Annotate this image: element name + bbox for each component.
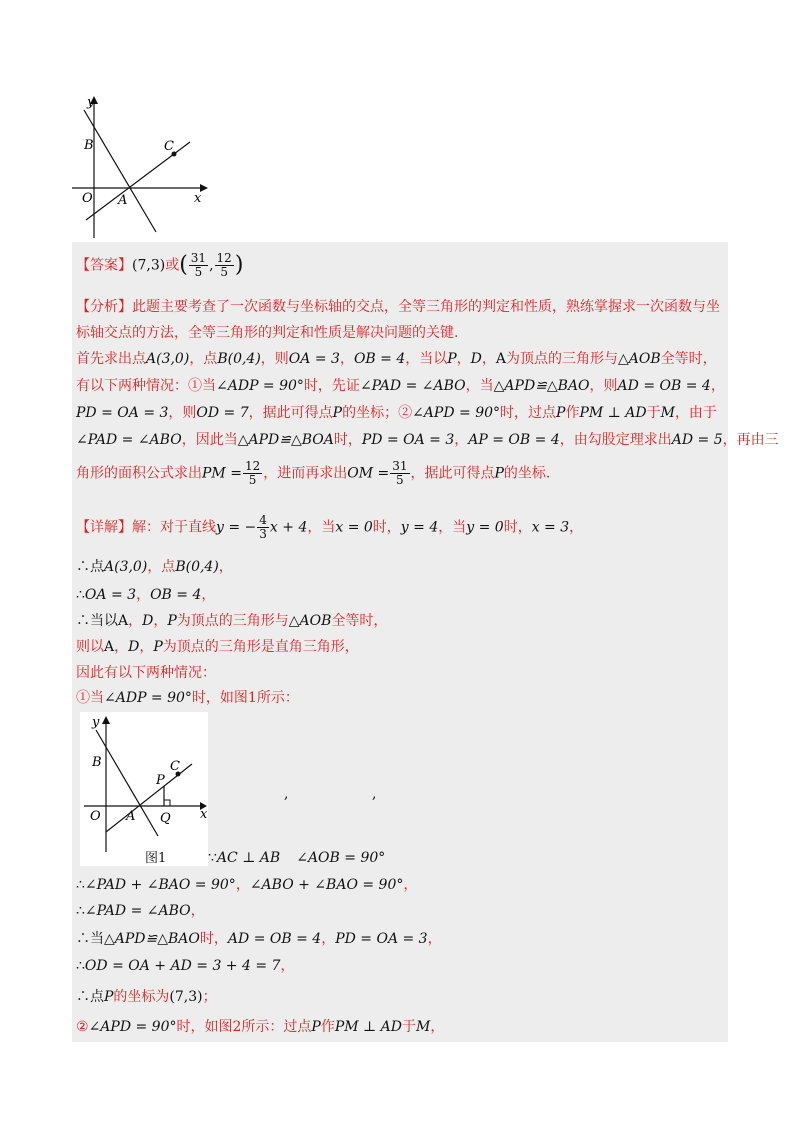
fig1-label-x: x [200,807,208,822]
detail-label: 【详解】 [76,519,132,536]
label-c: C [164,139,174,154]
coordinate-figure-top [70,92,210,240]
detail-line-14: ②∠APD = 90°时，如图2所示：过点P作PM ⊥ AD于M， [76,1019,445,1035]
answer-label: 【答案】 [76,257,132,274]
answer-frac2: $\frac{12}{5}$ [216,251,232,279]
detail-line-8: ∵AC ⊥ AB ∠AOB = 90° [208,850,386,866]
detail-line-4: ∴当以A，D，P为顶点的三角形与△AOB全等时， [76,613,388,629]
detail-line-11: ∴当△APD≌△BAO时，AD = OB = 4，PD = OA = 3， [76,931,442,947]
analysis-line-3: 首先求出点A(3,0)，点B(0,4)，则OA = 3，OB = 4，当以P，D，A为顶点的三角形与△AOB全等时， [76,351,717,367]
analysis-line-1: 【分析】此题主要考查了一次函数与坐标轴的交点，全等三角形的判定和性质，熟练掌握求一次函数与坐 [76,299,720,315]
detail-line-12: ∴OD = OA + AD = 3 + 4 = 7， [76,958,295,974]
label-o: O [82,191,93,206]
detail-line-6: 因此有以下两种情况： [76,665,216,681]
fig1-label-q: Q [160,811,171,826]
analysis-line-7: 角形的面积公式求出PM = $\frac{12}{5}$ ，进而再求出OM = $\frac{31}{5}$ ，据此可得点P的坐标. [76,459,551,487]
detail-line-7: ①当∠ADP = 90°时，如图1所示： [76,690,299,706]
fig1-label-a: A [126,809,136,824]
analysis-line-5: PD = OA = 3，则OD = 7，据此可得点P的坐标；②∠APD = 90°时，过点P作PM ⊥ AD于M，由于 [76,405,717,421]
analysis-label: 【分析】 [76,299,132,315]
detail-line-5: 则以A，D，P为顶点的三角形是直角三角形， [76,639,359,655]
label-y: y [87,95,95,110]
detail-line-2: ∴点A(3,0)，点B(0,4)， [76,559,233,575]
fig1-y-arrow [102,716,110,724]
analysis-line-4: 有以下两种情况：①当∠ADP = 90°时，先证∠PAD = ∠ABO，当△APD≌△BAO，则AD = OB = 4， [76,378,725,394]
analysis-line-2: 标轴交点的方法，全等三角形的判定和性质是解决问题的关键. [76,325,459,341]
detail-line-13: ∴点P的坐标为(7,3)； [76,989,217,1005]
answer-line: 【答案】(7,3)或( $\frac{31}{5}$ , $\frac{12}{5}$ ) [76,251,244,279]
detail-line-9: ∴∠PAD + ∠BAO = 90°，∠ABO + ∠BAO = 90°， [76,877,418,893]
fig1-label-b: B [92,755,102,770]
fig1-label-y: y [92,715,100,730]
detail-line-10: ∴∠PAD = ∠ABO， [76,903,205,919]
stray-comma-2: , [372,786,377,802]
answer-or: 或 [165,257,180,274]
fig1-label-c: C [170,759,180,774]
figure-1-caption: 图1 [145,851,167,866]
fig1-right-angle [164,800,170,806]
fig1-label-o: O [90,809,101,824]
figure-1 [80,712,208,866]
label-a: A [118,193,128,208]
answer-frac1: $\frac{31}{5}$ [190,251,207,279]
detail-line-1: 【详解】解：对于直线y = − $\frac{4}{3}$ x + 4，当x = 0时，y = 4，当y = 0时，x = 3， [76,513,584,541]
label-x: x [194,191,202,206]
answer-pair: (7,3) [132,257,166,274]
detail-line-3: ∴OA = 3，OB = 4， [76,587,216,603]
fig1-label-p: P [156,773,165,788]
analysis-line-6: ∠PAD = ∠ABO，因此当△APD≌△BOA时，PD = OA = 3，AP = OB = 4，由勾股定理求出AD = 5，再由三 [76,432,779,448]
label-b: B [84,138,94,153]
stray-comma-1: , [284,786,289,802]
